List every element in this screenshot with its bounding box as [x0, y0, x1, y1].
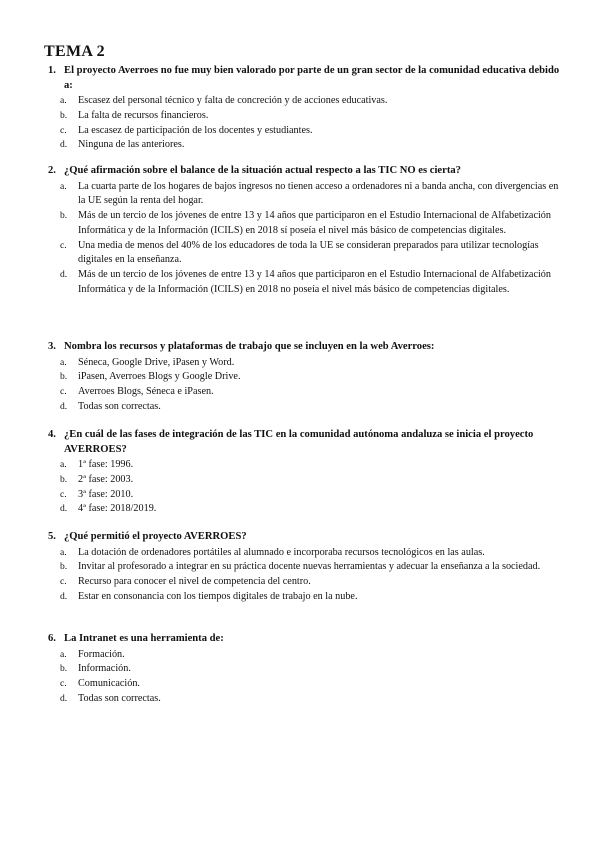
option-text: Ninguna de las anteriores.: [78, 139, 185, 151]
option-text: iPasen, Averroes Blogs y Google Drive.: [78, 371, 241, 383]
option-list: [44, 356, 564, 415]
option-letter: c.: [60, 386, 67, 398]
option-list: [44, 546, 564, 605]
question-stem: ¿En cuál de las fases de integración de las TIC en la comunidad autónoma andaluza se inicia el proyecto AVERROES?: [64, 429, 534, 455]
question-stem: El proyecto Averroes no fue muy bien valorado por parte de un gran sector de la comunidad educativa debido a:: [64, 65, 560, 91]
option-letter: d.: [60, 503, 68, 515]
question-6-text: [44, 632, 564, 647]
option-4c: [44, 488, 564, 503]
option-5b: [44, 560, 564, 575]
option-letter: a.: [60, 356, 67, 368]
option-text: 1ª fase: 1996.: [78, 459, 134, 470]
option-text: La cuarta parte de los hogares de bajos ingresos no tienen acceso a ordenadores ni a banda ancha, con divergencias en la UE según la renta del hogar.: [78, 180, 559, 207]
question-stem: La Intranet es una herramienta de:: [64, 633, 224, 644]
question-5: [44, 530, 564, 605]
option-text: Comunicación.: [78, 678, 140, 690]
option-text: Todas son correctas.: [78, 692, 161, 704]
question-number: 6.: [48, 633, 56, 644]
option-2d: [44, 268, 564, 298]
question-number: 1.: [48, 65, 56, 76]
option-letter: a.: [60, 459, 67, 470]
option-5d: [44, 590, 564, 605]
question-stem: ¿Qué afirmación sobre el balance de la situación actual respecto a las TIC NO es cierta?: [64, 165, 461, 176]
option-letter: b.: [60, 663, 68, 675]
option-letter: d.: [60, 590, 68, 602]
option-letter: b.: [60, 561, 68, 573]
option-2a: [44, 180, 564, 210]
option-letter: a.: [60, 95, 67, 106]
option-3a: [44, 356, 564, 371]
option-letter: b.: [60, 371, 68, 383]
option-text: Más de un tercio de los jóvenes de entre 13 y 14 años que participaron en el Estudio Internacional de Alfabetización Informática y de la Información (ICILS) en 2018 no poseía el nivel más básico de competencias digitales.: [78, 269, 551, 296]
question-3-text: [44, 340, 564, 355]
question-2-text: [44, 164, 564, 179]
option-4d: [44, 502, 564, 517]
question-stem: ¿Qué permitió el proyecto AVERROES?: [64, 531, 247, 542]
option-text: Formación.: [78, 648, 125, 660]
question-1: [44, 64, 564, 153]
option-list: [44, 94, 564, 153]
option-letter: b.: [60, 473, 68, 485]
option-1c: [44, 124, 564, 139]
option-text: Estar en consonancia con los tiempos digitales de trabajo en la nube.: [78, 590, 358, 602]
option-3d: [44, 400, 564, 415]
page-title: TEMA 2: [44, 43, 105, 60]
option-1d: [44, 138, 564, 153]
option-6d: [44, 692, 564, 707]
option-text: Invitar al profesorado a integrar en su práctica docente nuevas herramientas y adecuar la enseñanza a la sociedad.: [78, 561, 541, 573]
option-list: [44, 458, 564, 517]
question-4: [44, 428, 564, 517]
option-text: Escasez del personal técnico y falta de concreción y de acciones educativas.: [78, 95, 388, 106]
option-letter: d.: [60, 692, 68, 704]
option-2c: [44, 239, 564, 269]
option-6a: [44, 648, 564, 663]
option-letter: c.: [60, 678, 67, 690]
option-text: 4ª fase: 2018/2019.: [78, 503, 157, 515]
option-3c: [44, 385, 564, 400]
question-4-text: [44, 428, 564, 457]
option-2b: [44, 209, 564, 239]
option-text: Todas son correctas.: [78, 400, 161, 412]
option-letter: c.: [60, 124, 67, 136]
question-3: [44, 340, 564, 415]
option-1b: [44, 109, 564, 124]
option-text: La falta de recursos financieros.: [78, 109, 209, 121]
option-letter: d.: [60, 139, 68, 151]
option-text: La escasez de participación de los docentes y estudiantes.: [78, 124, 313, 136]
question-number: 2.: [48, 165, 56, 176]
option-text: La dotación de ordenadores portátiles al alumnado e incorporaba recursos tecnológicos en las aulas.: [78, 546, 485, 558]
option-text: 3ª fase: 2010.: [78, 488, 134, 500]
question-1-text: [44, 64, 564, 93]
option-6b: [44, 662, 564, 677]
option-letter: d.: [60, 400, 68, 412]
option-letter: c.: [60, 239, 67, 251]
question-number: 3.: [48, 341, 56, 352]
option-letter: a.: [60, 180, 67, 192]
option-5a: [44, 546, 564, 561]
option-letter: a.: [60, 648, 67, 660]
question-5-text: [44, 530, 564, 545]
option-list: [44, 180, 564, 298]
option-text: 2ª fase: 2003.: [78, 473, 134, 485]
question-6: [44, 632, 564, 707]
option-list: [44, 648, 564, 707]
option-letter: a.: [60, 546, 67, 558]
question-2: [44, 164, 564, 298]
option-letter: b.: [60, 109, 68, 121]
option-4b: [44, 473, 564, 488]
option-text: Más de un tercio de los jóvenes de entre 13 y 14 años que participaron en el Estudio Internacional de Alfabetización Informática y de la Información (ICILS) en 2018 sí poseía el nivel más básico de competencias digitales.: [78, 210, 551, 236]
option-text: Séneca, Google Drive, iPasen y Word.: [78, 356, 235, 368]
option-6c: [44, 677, 564, 692]
option-letter: c.: [60, 576, 67, 588]
option-3b: [44, 370, 564, 385]
option-1a: [44, 94, 564, 109]
option-text: Información.: [78, 663, 131, 675]
question-number: 5.: [48, 531, 56, 542]
question-number: 4.: [48, 429, 56, 440]
option-5c: [44, 575, 564, 590]
option-text: Recurso para conocer el nivel de competencia del centro.: [78, 576, 311, 588]
option-letter: c.: [60, 488, 67, 500]
option-text: Una media de menos del 40% de los educadores de toda la UE se consideran preparados para utilizar tecnologías digitales en la enseñanza.: [78, 239, 539, 266]
option-4a: [44, 458, 564, 473]
option-letter: d.: [60, 269, 68, 281]
option-letter: b.: [60, 210, 68, 222]
option-text: Averroes Blogs, Séneca e iPasen.: [78, 386, 214, 398]
question-stem: Nombra los recursos y plataformas de trabajo que se incluyen en la web Averroes:: [64, 341, 435, 352]
